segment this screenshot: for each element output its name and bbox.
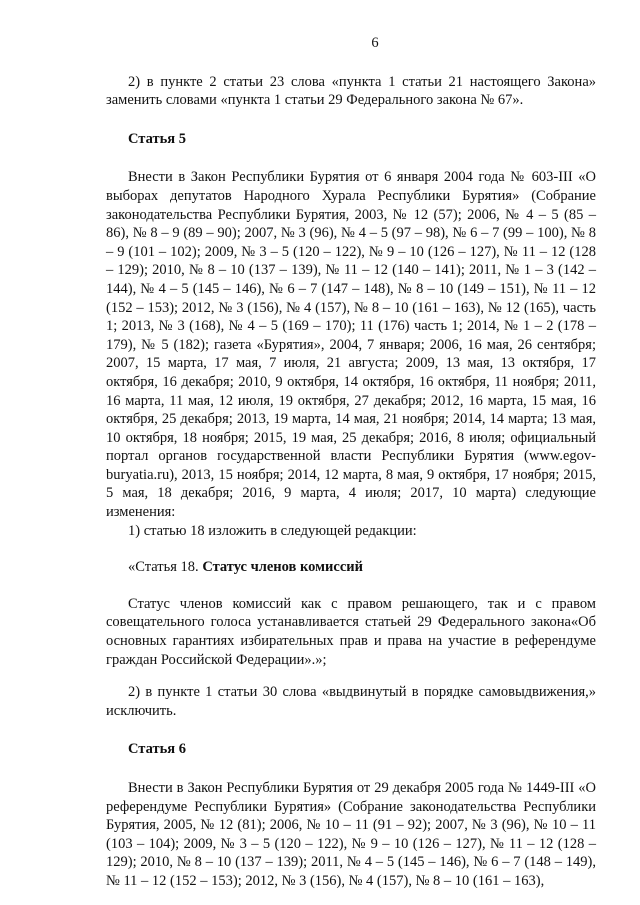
quote-heading [106, 558, 596, 577]
page-number: 6 [371, 35, 379, 51]
article5-intro: Внести в Закон Республики Бурятия от 6 января 2004 года № 603-III «О выборах депутатов Народного Хурала Республики Бурятия» (Собрание законодательства Республики Бурятия, 2003, № 12 (57); 2006, № 4 – 5 (85 – 86), № 8 – 9 (89 – 90); 2007, № 3 (96), № 4 – 5 (97 – 98), № 6 – 7 (99 – 100), № 8 – 9 (101 – 102); 2009, № 3 – 5 (120 – 122), № 9 – 10 (126 – 127), № 11 – 12 (128 – 129); 2010, № 8 – 10 (137 – 139), № 11 – 12 (140 – 141); 2011, № 1 – 3 (142 – 144), № 4 – 5 (145 – 146), № 6 – 7 (147 – 148), № 8 – 10 (149 – 151), № 11 – 12 (152 – 153); 2012, № 3 (156), № 4 (157), № 8 – 10 (161 – 163), № 12 (165), часть 1; 2013, № 3 (168), № 4 – 5 (169 – 170); 11 (176) часть 1; 2014, № 1 – 2 (178 – 179), № 5 (182); газета «Бурятия», 2004, 7 января; 2006, 16 мая, 26 сентября; 2007, 15 марта, 17 мая, 7 июля, 21 августа; 2009, 13 мая, 13 октября, 17 октября, 16 декабря; 2010, 9 октября, 14 октября, 16 октября, 11 ноября; 2011, 16 марта, 11 мая, 12 июля, 19 октября, 27 декабря; 2012, 16 марта, 15 мая, 16 октября, 25 декабря; 2013, 19 марта, 14 мая, 21 ноября; 2014, 14 марта; 13 мая, 10 октября, 18 ноября; 2015, 19 мая, 25 декабря; 2016, 8 июля; официальный портал органов государственной власти Республики Бурятия (www.egov-buryatia.ru), 2013, 15 ноября; 2014, 12 марта, 8 мая, 9 октября, 17 ноября; 2015, 5 мая, 18 декабря; 2016, 9 марта, 4 июля; 2017, 10 марта) следующие изменения: [106, 169, 596, 521]
article6-heading: Статья 6 [128, 741, 186, 758]
quote-body: Статус членов комиссий как с правом решающего, так и с правом совещательного голоса устанавливается статьей 29 Федерального закона«Об основных гарантиях избирательных прав и права на участие в референдуме граждан Российской Федерации».»; [106, 595, 596, 668]
paragraph-item2-article23: 2) в пункте 2 статьи 23 слова «пункта 1 статьи 21 настоящего Закона» заменить словами «пункта 1 статьи 29 Федерального закона № 67». [106, 73, 596, 109]
quote-heading-title: Статус членов комиссий [202, 559, 363, 576]
article6-intro: Внести в Закон Республики Бурятия от 29 декабря 2005 года № 1449-III «О референдуме Республики Бурятия» (Собрание законодательства Республики Бурятия, 2005, № 12 (81); 2006, № 10 – 11 (91 – 92); 2007, № 3 (96), № 10 – 11 (103 – 104); 2009, № 3 – 5 (120 – 122), № 9 – 10 (126 – 127), № 11 – 12 (128 – 129); 2010, № 8 – 10 (137 – 139); 2011, № 4 – 5 (145 – 146), № 6 – 7 (148 – 149), № 11 – 12 (152 – 153); 2012, № 3 (156), № 4 (157), № 8 – 10 (161 – 163), [106, 780, 596, 889]
article5-item1: 1) статью 18 изложить в следующей редакции: [128, 522, 417, 539]
article5-heading: Статья 5 [128, 130, 186, 147]
article5-item2: 2) в пункте 1 статьи 30 слова «выдвинутый в порядке самовыдвижения,» исключить. [106, 684, 596, 719]
quote-heading-prefix: «Статья 18. [128, 559, 203, 576]
